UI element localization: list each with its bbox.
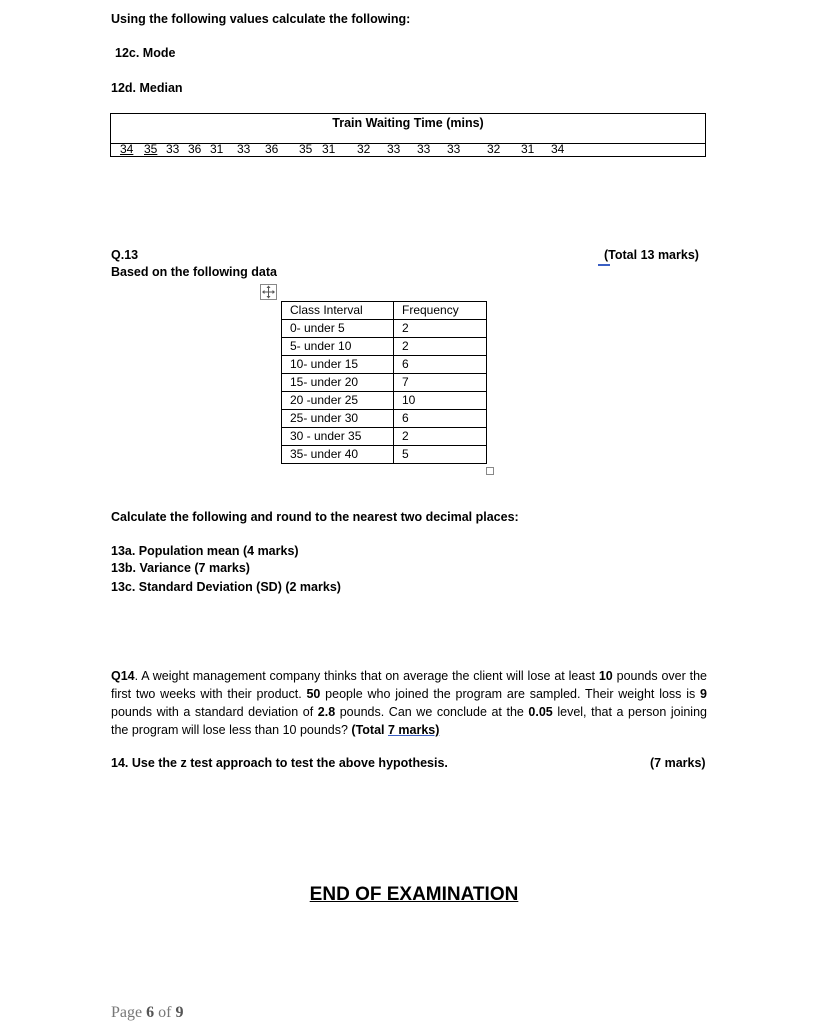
train-value: 34 bbox=[120, 142, 134, 156]
frequency-cell: 2 bbox=[394, 320, 487, 338]
question-13-intro: Based on the following data bbox=[111, 265, 277, 279]
question-12d: 12d. Median bbox=[111, 81, 183, 95]
train-value: 31 bbox=[521, 142, 535, 156]
train-value: 33 bbox=[447, 142, 461, 156]
question-13c: 13c. Standard Deviation (SD) (2 marks) bbox=[111, 580, 341, 594]
train-value: 36 bbox=[265, 142, 279, 156]
question-14-text: Q14. A weight management company thinks that on average the client will lose at least 10 pounds over the first two weeks with their product. 50 people who joined the program are sampled. Their weight loss is 9 pounds with a standard deviation of 2.8 pounds. Can we conclude at the 0.05 level, that a person joining the program will lose less than 10 pounds? (Total 7 marks) bbox=[111, 669, 708, 737]
question-14-label: Q14 bbox=[111, 669, 135, 683]
train-value: 31 bbox=[322, 142, 336, 156]
frequency-cell: 10 bbox=[394, 392, 487, 410]
train-value: 33 bbox=[166, 142, 180, 156]
class-interval-cell: 20 -under 25 bbox=[282, 392, 394, 410]
header-class-interval: Class Interval bbox=[282, 302, 394, 320]
train-value: 32 bbox=[487, 142, 501, 156]
frequency-cell: 2 bbox=[394, 428, 487, 446]
class-interval-cell: 15- under 20 bbox=[282, 374, 394, 392]
table-row bbox=[282, 374, 487, 392]
page-number: Page 6 of 9 bbox=[111, 1004, 184, 1021]
train-waiting-table bbox=[110, 113, 706, 157]
question-14-prompt: 14. Use the z test approach to test the above hypothesis. bbox=[111, 756, 448, 770]
frequency-cell: 5 bbox=[394, 446, 487, 464]
question-14-marks: (7 marks) bbox=[650, 756, 706, 770]
table-row bbox=[282, 356, 487, 374]
table-resize-handle[interactable] bbox=[486, 467, 494, 475]
class-interval-cell: 25- under 30 bbox=[282, 410, 394, 428]
comment-marker bbox=[598, 264, 610, 266]
frequency-cell: 6 bbox=[394, 410, 487, 428]
frequency-cell: 6 bbox=[394, 356, 487, 374]
question-14-total: 7 marks) bbox=[388, 723, 440, 737]
train-value: 35 bbox=[144, 142, 158, 156]
move-icon bbox=[261, 285, 276, 299]
frequency-cell: 2 bbox=[394, 338, 487, 356]
table-row bbox=[282, 428, 487, 446]
train-value: 33 bbox=[417, 142, 431, 156]
question-13b: 13b. Variance (7 marks) bbox=[111, 561, 250, 575]
question-13-label: Q.13 bbox=[111, 248, 139, 262]
frequency-cell: 7 bbox=[394, 374, 487, 392]
train-value: 34 bbox=[551, 142, 565, 156]
instructions: Using the following values calculate the following: bbox=[111, 12, 411, 26]
frequency-table bbox=[281, 301, 487, 464]
train-value: 36 bbox=[188, 142, 202, 156]
question-13-total bbox=[604, 248, 699, 262]
table-row bbox=[282, 320, 487, 338]
header-frequency: Frequency bbox=[394, 302, 487, 320]
question-13a: 13a. Population mean (4 marks) bbox=[111, 544, 299, 558]
class-interval-cell: 10- under 15 bbox=[282, 356, 394, 374]
table-row bbox=[282, 338, 487, 356]
class-interval-cell: 0- under 5 bbox=[282, 320, 394, 338]
train-value: 31 bbox=[210, 142, 224, 156]
class-interval-cell: 30 - under 35 bbox=[282, 428, 394, 446]
train-value: 33 bbox=[237, 142, 251, 156]
train-table-title: Train Waiting Time (mins) bbox=[111, 114, 705, 144]
train-table-values bbox=[111, 142, 705, 156]
table-row bbox=[282, 410, 487, 428]
train-value: 35 bbox=[299, 142, 313, 156]
end-of-exam-title: END OF EXAMINATION bbox=[309, 884, 519, 905]
class-interval-cell: 35- under 40 bbox=[282, 446, 394, 464]
table-row bbox=[282, 392, 487, 410]
train-value: 33 bbox=[387, 142, 401, 156]
calc-instruction: Calculate the following and round to the nearest two decimal places: bbox=[111, 510, 519, 524]
table-row bbox=[282, 446, 487, 464]
question-13-total-text: (Total 13 marks) bbox=[604, 248, 699, 262]
table-move-handle[interactable] bbox=[260, 284, 277, 300]
question-12c: 12c. Mode bbox=[115, 46, 176, 60]
train-value: 32 bbox=[357, 142, 371, 156]
class-interval-cell: 5- under 10 bbox=[282, 338, 394, 356]
